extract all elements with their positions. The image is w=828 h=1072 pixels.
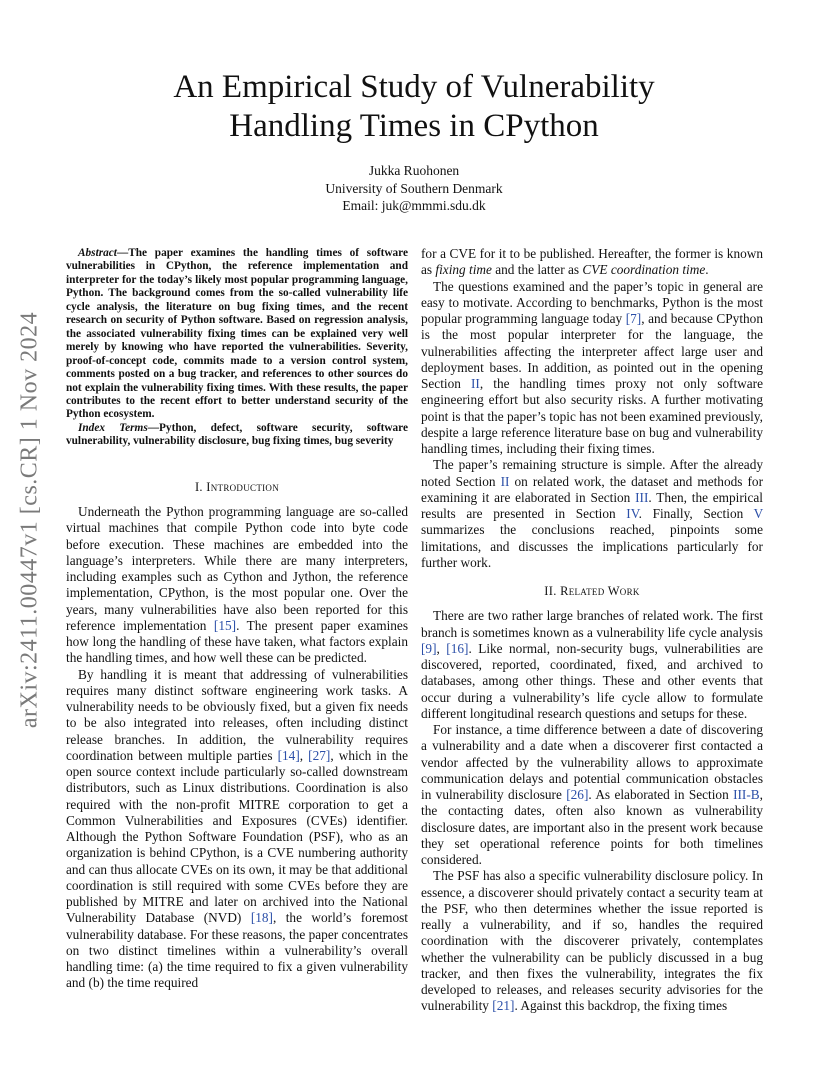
author-name: Jukka Ruohonen [368, 163, 460, 178]
citation-link[interactable]: [16] [446, 640, 469, 656]
section-link[interactable]: II [500, 473, 510, 489]
citation-link[interactable]: [9] [421, 640, 437, 656]
citation-link[interactable]: [26] [566, 787, 589, 802]
left-column [66, 247, 408, 992]
citation-link[interactable]: [18] [250, 910, 273, 926]
index-terms-text: —Python, defect, software security, software vulnerability, vulnerability disclosure, bug fixing times, bug severity [66, 421, 408, 448]
section-link[interactable]: II [471, 376, 480, 391]
arxiv-identifier [10, 290, 50, 750]
citation-link[interactable]: [15] [213, 617, 237, 633]
author-email: Email: juk@mmmi.sdu.dk [342, 198, 486, 213]
section-link[interactable]: III-B [733, 787, 760, 802]
section-heading-introduction: I. Introduction [194, 479, 280, 494]
intro-paragraph-1: Underneath the Python programming language are so-called virtual machines that compile Python code into byte code before execution. These machines are embedded into the language’s interpreters. While there are many interpreters, including examples such as Cython and Jython, the reference implementation, CPython, is the most popular one. Over the years, many vulnerabilities have also been reported for this reference implementation [15]. The present paper examines how long the handling of these have taken, what factors explain the handling times, and how well these can be predicted. [66, 504, 409, 666]
right-column [421, 246, 763, 1015]
title-line-1: An Empirical Study of Vulnerability [173, 69, 655, 105]
citation-link[interactable]: [14] [277, 747, 300, 763]
intro-paragraph-5: The paper’s remaining structure is simple. After the already noted Section II on related work, the dataset and methods for examining it are elaborated in Section III. Then, the empirical results are presented in Section IV. Finally, Section V summarizes the conclusions reached, pinpoints some limitations, and discusses the implications particularly for further work. [421, 457, 764, 570]
section-link[interactable]: III [635, 489, 649, 505]
citation-link[interactable]: [27] [308, 747, 331, 763]
abstract [66, 247, 408, 422]
intro-paragraph-3: for a CVE for it to be published. Hereafter, the former is known as fixing time and the latter as CVE coordination time. [421, 246, 763, 278]
author-block [0, 162, 828, 215]
abstract-text: —The paper examines the handling times of software vulnerabilities in CPython, the reference implementation and interpreter for the today’s likely most popular programming language, Python. The background comes from the so-called vulnerability life cycle analysis, the literature on bug fixing times, and the recent research on security of Python software. Based on regression analysis, the associated vulnerability fixing times can be explained very well merely by knowing who have reported the vulnerabilities. Severity, proof-of-concept code, commits made to a version control system, comments posted on a bug tracker, and references to other sources do not explain the vulnerability fixing times. With these results, the paper contributes to the recent effort to better understand security of the Python ecosystem. [66, 247, 408, 421]
index-terms [66, 422, 408, 449]
title-line-2: Handling Times in CPython [229, 108, 599, 144]
abstract-label: Abstract [78, 247, 117, 259]
arxiv-identifier-text: arXiv:2411.00447v1 [cs.CR] 1 Nov 2024 [16, 311, 43, 729]
section-link[interactable]: V [753, 506, 764, 521]
citation-link[interactable]: [21] [492, 998, 515, 1014]
section-heading-related-work: II. Related Work [544, 584, 640, 598]
related-work-paragraph-3: The PSF has also a specific vulnerability disclosure policy. In essence, a discoverer should privately contact a security team at the PSF, who then determines whether the issue reported is really a vulnerability, and if so, handles the required coordination with the discoverer privately, contemplates whether the vulnerability can be publicly discussed in a bug tracker, and then fixes the vulnerability, integrates the fix developed to releases, and releases security advisories for the vulnerability [21]. Against this backdrop, the fixing times [421, 868, 763, 1014]
section-link[interactable]: IV [626, 506, 639, 521]
paper-title [0, 68, 828, 146]
related-work-paragraph-1: There are two rather large branches of related work. The first branch is sometimes known as a vulnerability life cycle analysis [9], [16]. Like normal, non-security bugs, vulnerabilities are discovered, reported, coordinated, fixed, and archived to databases, among other things. These and other events that occur during a vulnerability’s life cycle allow to formulate different longitudinal research questions and setups for these. [421, 608, 763, 721]
author-affiliation: University of Southern Denmark [325, 180, 503, 196]
intro-paragraph-4: The questions examined and the paper’s topic in general are easy to motivate. According to benchmarks, Python is the most popular programming language today [7], and because CPython is the most popular interpreter for the language, the vulnerabilities affecting the interpreter affect large user and deployment bases. In addition, as pointed out in the opening Section II, the handling times proxy not only software engineering effort but also security risks. A further motivating point is that the paper’s topic has not been examined previously, despite a large reference literature base on bug and vulnerability handling times, including their fixing times. [421, 278, 763, 456]
intro-paragraph-2: By handling it is meant that addressing of vulnerabilities requires many distinct software engineering work tasks. A vulnerability needs to be obviously fixed, but a given fix needs to be also integrated into releases, often including distinct release branches. In addition, the vulnerability requires coordination between multiple parties [14], [27], which in the open source context include particularly so-called downstream distributors, such as Linux distributions. Coordination is also required with the non-profit MITRE corporation to get a Common Vulnerabilities and Exposures (CVEs) identifier. Although the Python Software Foundation (PSF), who as an organization is behind CPython, is a CVE numbering authority and can thus allocate CVEs on its own, it may be that additional coordination is still required with some CVEs before they are published by MITRE and later on archived into the National Vulnerability Database (NVD) [18], the world’s foremost vulnerability database. For these reasons, the paper concentrates on two distinct timelines within a vulnerability’s overall handling time: (a) the time required to fix a given vulnerability and (b) the time required [66, 666, 409, 991]
related-work-paragraph-2: For instance, a time difference between a date of discovering a vulnerability and a date when a discoverer first contacted a vendor affected by the vulnerability allows to approximate communication delays and potential communication obstacles in vulnerability disclosure [26]. As elaborated in Section III-B, the contacting dates, often also known as vulnerability disclosure dates, are important also in the present work because they set operational reference points for both timelines considered. [421, 722, 763, 867]
index-terms-label: Index Terms [78, 421, 148, 434]
citation-link[interactable]: [7] [625, 311, 642, 326]
